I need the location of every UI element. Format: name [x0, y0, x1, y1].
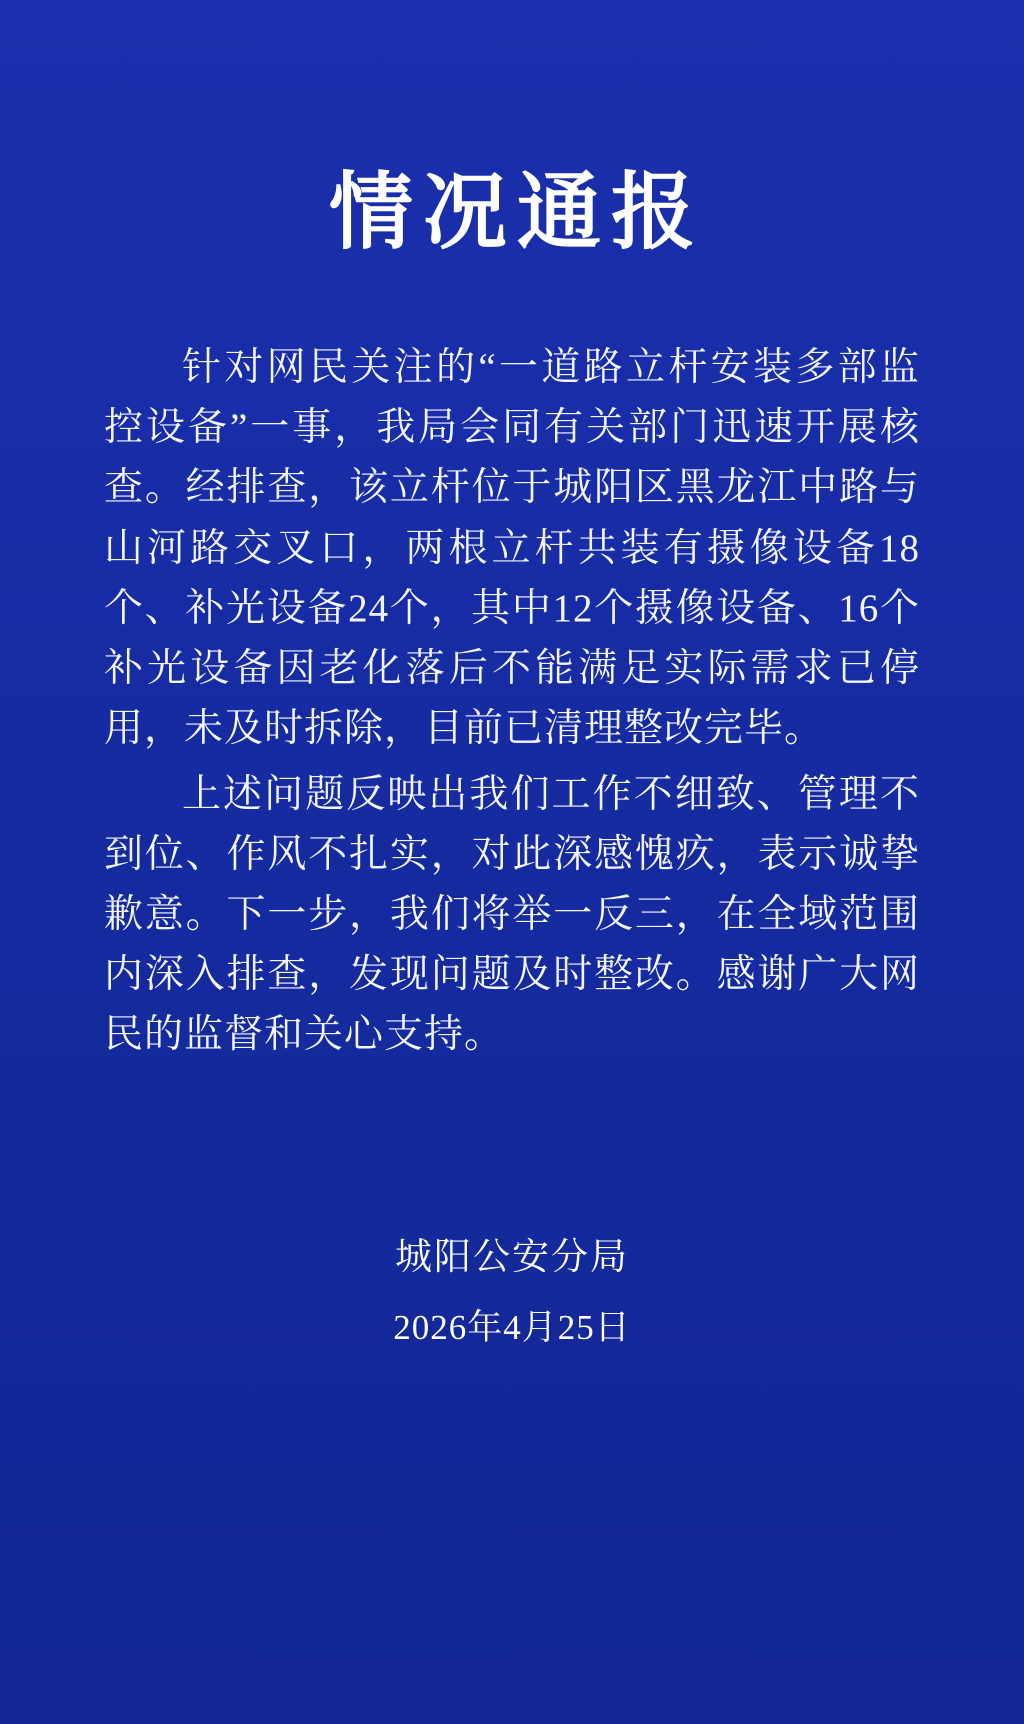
signature-organization: 城阳公安分局	[395, 1237, 629, 1278]
paragraph-2: 上述问题反映出我们工作不细致、管理不到位、作风不扎实，对此深感愧疚，表示诚挚歉意。下一步，我们将举一反三，在全域范围内深入排查，发现问题及时整改。感谢广大网民的监督和关心支持。	[104, 772, 920, 1056]
signature-date: 2026年4月25日	[393, 1307, 631, 1347]
signature-block	[0, 1230, 1024, 1354]
paragraph-1: 针对网民关注的“一道路立杆安装多部监控设备”一事，我局会同有关部门迅速开展核查。经排查，该立杆位于城阳区黑龙江中路与山河路交叉口，两根立杆共装有摄像设备18个、补光设备24个，其中12个摄像设备、16个补光设备因老化落后不能满足实际需求已停用，未及时拆除，目前已清理整改完毕。	[104, 346, 920, 750]
notice-body	[104, 338, 920, 1065]
page-title: 情况通报	[328, 167, 705, 260]
